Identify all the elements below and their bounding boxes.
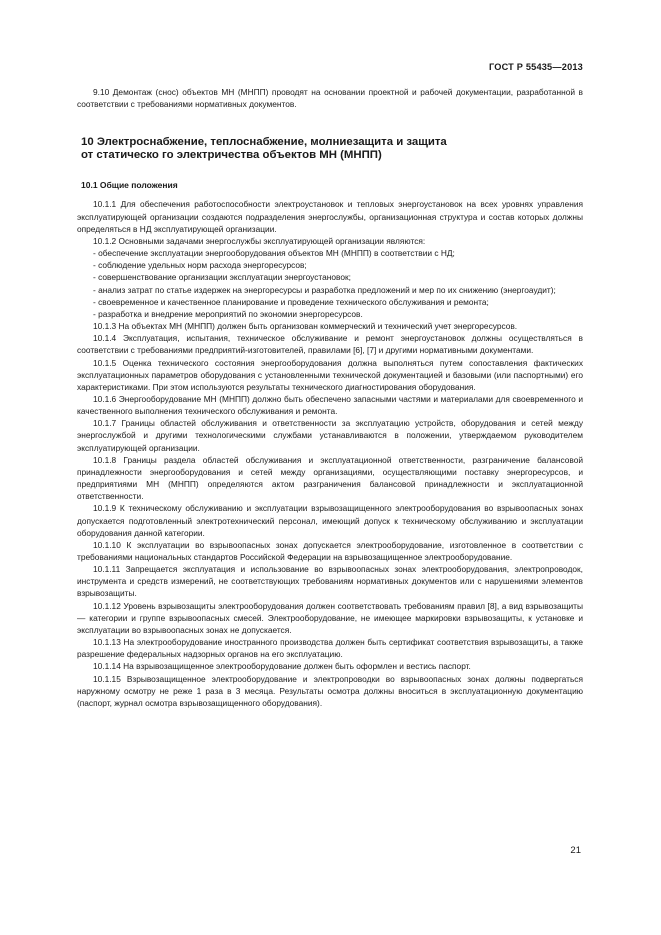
paragraph-10-1-14: 10.1.14 На взрывозащищенное электрооборудование должен быть оформлен и вестись паспорт.	[93, 661, 471, 672]
paragraph-10-1-4: 10.1.4 Эксплуатация, испытания, техническое обслуживание и ремонт энергоустановок должны осуществляться в соответствии с требованиями предприятий-изготовителей, правилами [6], [7] и другими нормативными документами.	[77, 333, 583, 356]
standard-header: ГОСТ Р 55435—2013	[488, 62, 583, 72]
list-item: - совершенствование организации эксплуатации энергоустановок;	[93, 272, 351, 283]
paragraph-10-1-6: 10.1.6 Энергооборудование МН (МНПП) должно быть обеспечено запасными частями и материалами для своевременного и качественного выполнения технического обслуживания и ремонта.	[77, 393, 583, 417]
paragraph-10-1-11: 10.1.11 Запрещается эксплуатация и использование во взрывоопасных зонах электрооборудования, электропроводок, инструмента и средств измерений, не соответствующих требованиям нормативных документов или с нарушениями элементов взрывозащиты.	[77, 564, 583, 599]
paragraph-10-1-9: 10.1.9 К техническому обслуживанию и эксплуатации взрывозащищенного электрооборудования во взрывоопасных зонах допускается подготовленный электротехнический персонал, имеющий допуск к техническому обслуживанию и эксплуатации оборудования данной категории.	[77, 503, 583, 538]
page-number: 21	[570, 845, 581, 856]
paragraph-10-1-3: 10.1.3 На объектах МН (МНПП) должен быть организован коммерческий и технический учет энергоресурсов.	[93, 321, 518, 332]
paragraph-10-1-7: 10.1.7 Границы областей обслуживания и ответственности за эксплуатацию устройств, оборудования и сетей между энергослужбой и другими технологическими службами устанавливаются в положении, утверждаемом руководителем эксплуатирующей организации.	[77, 418, 583, 453]
paragraph-9-10: 9.10 Демонтаж (снос) объектов МН (МНПП) проводят на основании проектной и рабочей документации, разработанной в соответствии с требованиями нормативных документов.	[77, 87, 583, 110]
list-item: - обеспечение эксплуатации энергооборудования объектов МН (МНПП) в соответствии с НД;	[93, 248, 455, 259]
list-item: - своевременное и качественное планирование и проведение технического обслуживания и ремонта;	[93, 296, 489, 307]
paragraph-10-1-10: 10.1.10 К эксплуатации во взрывоопасных зонах допускается электрооборудование, изготовленное в соответствии с требованиями национальных стандартов Российской Федерации на взрывозащищенное электрооборудование.	[77, 539, 583, 562]
page-body	[77, 86, 583, 709]
section-title	[77, 136, 583, 162]
section-title-line-1: 10 Электроснабжение, теплоснабжение, молниезащита и защита	[81, 136, 447, 149]
paragraph-10-1-12: 10.1.12 Уровень взрывозащиты электрооборудования должен соответствовать требованиям правил [8], а вид взрывозащиты — категории и группе взрывоопасных смесей. Электрооборудование, не имеющее маркировки взрывозащиты, к установке и эксплуатации во взрывоопасных зонах не допускается.	[77, 600, 583, 635]
paragraph-10-1-15: 10.1.15 Взрывозащищенное электрооборудование и электропроводки во взрывоопасных зонах должны подвергаться наружному осмотру не реже 1 раза в 3 месяца. Результаты осмотра должны вноситься в эксплуатационную документацию (паспорт, журнал осмотра взрывозащищенного оборудования).	[77, 673, 583, 708]
paragraph-10-1-13: 10.1.13 На электрооборудование иностранного производства должен быть сертификат соответствия взрывозащиты, а также разрешение федеральных надзорных органов на его эксплуатацию.	[77, 637, 583, 660]
paragraph-10-1-2: 10.1.2 Основными задачами энергослужбы эксплуатирующей организации являются:	[93, 235, 426, 246]
paragraph-10-1-8: 10.1.8 Границы раздела областей обслуживания и эксплуатационной ответственности, разграничение балансовой принадлежности энергооборудования и сетей между организациями, осуществляющими поставку энергоресурсов, и предприятиями МН (МНПП) определяются актом разграничения балансовой принадлежности и эксплуатационной ответственности.	[77, 454, 583, 502]
subsection-title: 10.1 Общие положения	[81, 180, 178, 191]
section-title-line-2: от статическо го электричества объектов МН (МНПП)	[81, 149, 382, 162]
list-item: - анализ затрат по статье издержек на энергоресурсы и разработка предложений и мер по их снижению (энергоаудит);	[93, 284, 556, 295]
paragraph-10-1-5: 10.1.5 Оценка технического состояния энергооборудования должна выполняться путем сопоставления фактических эксплуатационных параметров оборудования с установленными технической документацией и базовыми (или паспортными) его характеристиками. При этом используются результаты технического диагностирования оборудования.	[77, 357, 583, 392]
list-item: - соблюдение удельных норм расхода энергоресурсов;	[93, 260, 307, 271]
list-item: - разработка и внедрение мероприятий по экономии энергоресурсов.	[93, 308, 363, 319]
paragraph-10-1-1: 10.1.1 Для обеспечения работоспособности электроустановок и тепловых энергоустановок на всех уровнях управления эксплуатирующей организации создаются подразделения энергослужбы, организационная структура и состав которых должны определяться в НД эксплуатирующей организации.	[77, 199, 583, 234]
